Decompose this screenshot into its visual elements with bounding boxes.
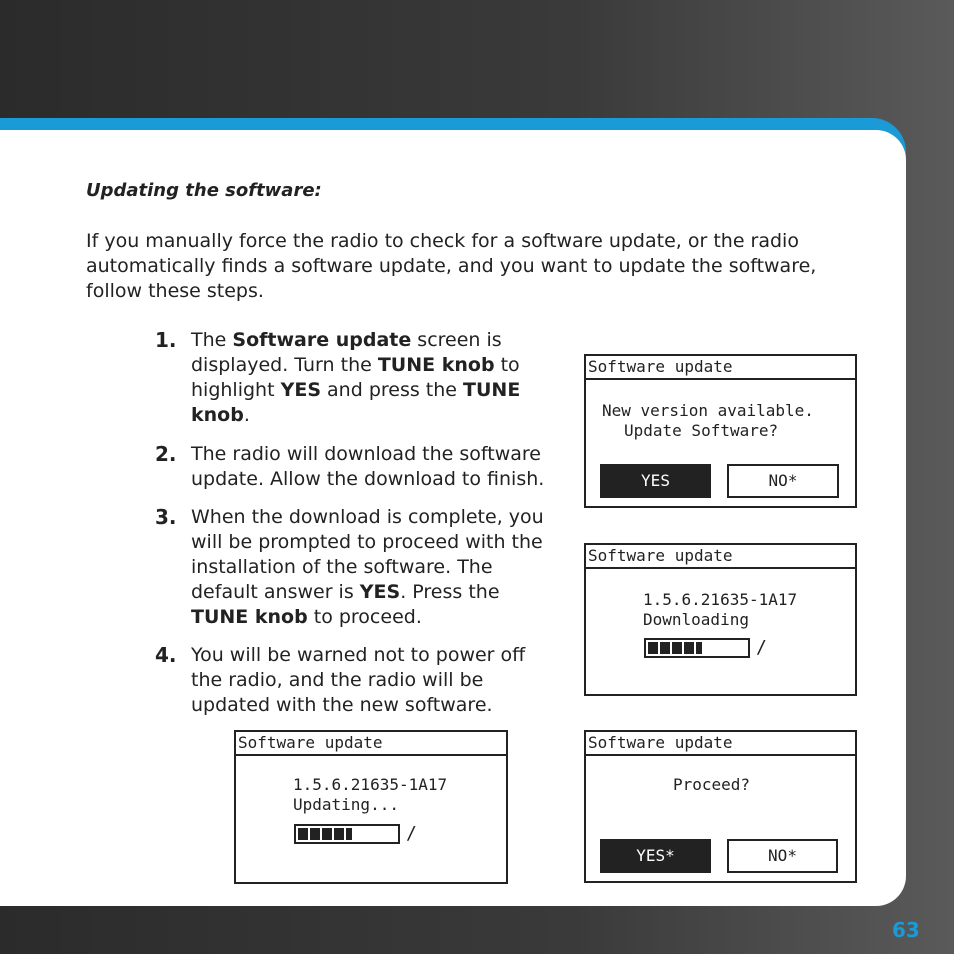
status-label: Downloading: [643, 610, 749, 629]
step-1-text: The Software update screen is displayed. Turn the TUNE knob to highlight YES and press the TUNE knob.: [191, 329, 521, 426]
step-4-number: 4.: [155, 643, 177, 667]
step-2-number: 2.: [155, 442, 177, 466]
screen-title: Software update: [586, 732, 855, 756]
screen-downloading: [584, 543, 857, 696]
step-4-text: You will be warned not to power off the radio, and the radio will be updated with the new software.: [191, 644, 526, 716]
no-button[interactable]: NO*: [727, 464, 839, 498]
screen-question: Update Software?: [624, 421, 779, 440]
step-2-text: The radio will download the software update. Allow the download to finish.: [191, 443, 545, 490]
yes-button[interactable]: YES: [600, 464, 711, 498]
spinner-glyph: /: [406, 823, 417, 844]
section-heading: Updating the software:: [86, 180, 322, 201]
step-3-number: 3.: [155, 505, 177, 529]
no-button[interactable]: NO*: [727, 839, 838, 873]
update-progress-bar: [294, 824, 400, 844]
screen-title: Software update: [586, 356, 855, 380]
progress-fill: [298, 828, 352, 840]
screen-update-prompt: [584, 354, 857, 508]
version-label: 1.5.6.21635-1A17: [643, 590, 798, 609]
screen-updating: [234, 730, 508, 884]
yes-button[interactable]: YES*: [600, 839, 711, 873]
proceed-question: Proceed?: [673, 775, 751, 794]
step-3-text: When the download is complete, you will be prompted to proceed with the installation of the software. The default answer is YES. Press the TUNE knob to proceed.: [191, 506, 544, 628]
version-label: 1.5.6.21635-1A17: [293, 775, 448, 794]
step-1-number: 1.: [155, 328, 177, 352]
screen-title: Software update: [586, 545, 855, 569]
download-progress-bar: [644, 638, 750, 658]
status-label: Updating...: [293, 795, 399, 814]
screen-title: Software update: [236, 732, 506, 756]
intro-paragraph: If you manually force the radio to check for a software update, or the radio automatically finds a software update, and you want to update the software, follow these steps.: [86, 230, 817, 302]
screen-message: New version available.: [602, 401, 814, 420]
screen-proceed: [584, 730, 857, 883]
page-number: 63: [892, 918, 920, 942]
progress-fill: [648, 642, 702, 654]
spinner-glyph: /: [756, 637, 767, 658]
